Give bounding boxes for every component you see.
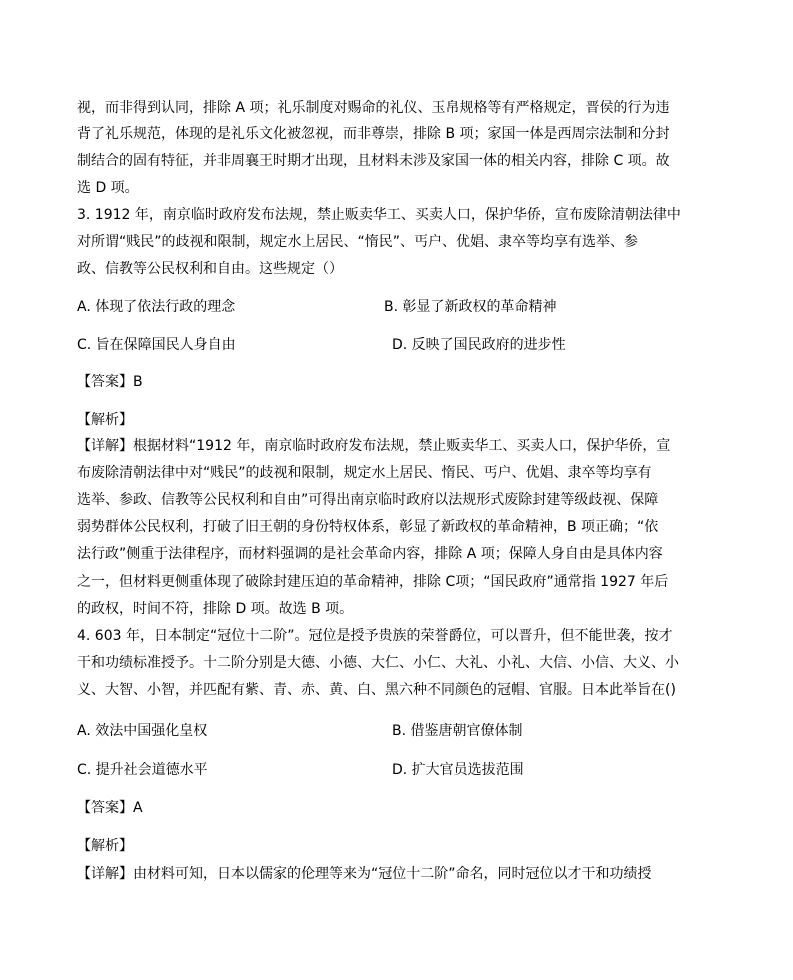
prev-analysis-line: 制结合的固有特征，并非周襄王时期才出现，且材料未涉及家国一体的相关内容，排除 C 项。故: [77, 153, 670, 169]
q4-stem-line: 干和功绩标准授予。十二阶分别是大德、小德、大仁、小仁、大礼、小礼、大信、小信、大义、小: [77, 655, 679, 671]
q4-answer: 【答案】A: [77, 800, 143, 816]
q4-detail-line: 【详解】由材料可知，日本以儒家的伦理等来为“冠位十二阶”命名，同时冠位以才干和功绩授: [77, 866, 652, 882]
prev-analysis-line: 选 D 项。: [77, 180, 139, 196]
q3-detail-line: 的政权，时间不符，排除 D 项。故选 B 项。: [77, 601, 354, 617]
q4-analysis-label: 【解析】: [77, 838, 133, 854]
q3-stem-line: 政、信教等公民权利和自由。这些规定（）: [77, 261, 343, 277]
q3-detail-line: 选举、参政、信教等公民权利和自由”可得出南京临时政府以法规形式废除封建等级歧视、保障: [77, 492, 659, 508]
q3-option-b: B. 彰显了新政权的革命精神: [384, 299, 557, 315]
q3-option-a: A. 体现了依法行政的理念: [77, 299, 236, 315]
q3-option-c: C. 旨在保障国民人身自由: [77, 337, 236, 353]
q3-option-d: D. 反映了国民政府的进步性: [392, 337, 566, 353]
q4-option-a: A. 效法中国强化皇权: [77, 723, 208, 739]
prev-analysis-line: 视，而非得到认同，排除 A 项；礼乐制度对赐命的礼仪、玉帛规格等有严格规定，晋侯的行为违: [77, 100, 670, 116]
q3-analysis-label: 【解析】: [77, 412, 133, 428]
q3-detail-line: 弱势群体公民权利，打破了旧王朝的身份特权体系，彰显了新政权的革命精神，B 项正确；“依: [77, 519, 659, 535]
prev-analysis-line: 背了礼乐规范，体现的是礼乐文化被忽视，而非尊崇，排除 B 项；家国一体是西周宗法制和分封: [77, 126, 670, 142]
q4-option-b: B. 借鉴唐朝官僚体制: [392, 723, 523, 739]
q4-stem-line: 4. 603 年，日本制定“冠位十二阶”。冠位是授予贵族的荣誉爵位，可以晋升，但不能世袭，按才: [77, 628, 673, 644]
q3-detail-line: 布废除清朝法律中对“贱民”的歧视和限制，规定水上居民、惰民、丐户、优娼、隶卒等均享有: [77, 465, 652, 481]
q4-option-c: C. 提升社会道德水平: [77, 762, 208, 778]
q3-answer: 【答案】B: [77, 374, 143, 390]
q3-detail-line: 之一，但材料更侧重体现了破除封建压迫的革命精神，排除 C项；“国民政府”通常指 1927 年后: [77, 574, 669, 590]
q3-detail-line: 【详解】根据材料“1912 年，南京临时政府发布法规，禁止贩卖华工、买卖人口，保护华侨，宣: [77, 438, 671, 454]
q4-option-d: D. 扩大官员选拔范围: [392, 762, 524, 778]
q3-stem-line: 3. 1912 年，南京临时政府发布法规，禁止贩卖华工、买卖人口，保护华侨，宣布废除清朝法律中: [77, 207, 681, 223]
q3-stem-line: 对所谓“贱民”的歧视和限制，规定水上居民、“惰民”、丐户、优娼、隶卒等均享有选举、参: [77, 234, 639, 250]
q3-detail-line: 法行政”侧重于法律程序，而材料强调的是社会革命内容，排除 A 项；保障人身自由是具体内容: [77, 546, 663, 562]
q4-stem-line: 义、大智、小智，并匹配有紫、青、赤、黄、白、黑六种不同颜色的冠帽、官服。日本此举旨在(): [77, 682, 676, 698]
